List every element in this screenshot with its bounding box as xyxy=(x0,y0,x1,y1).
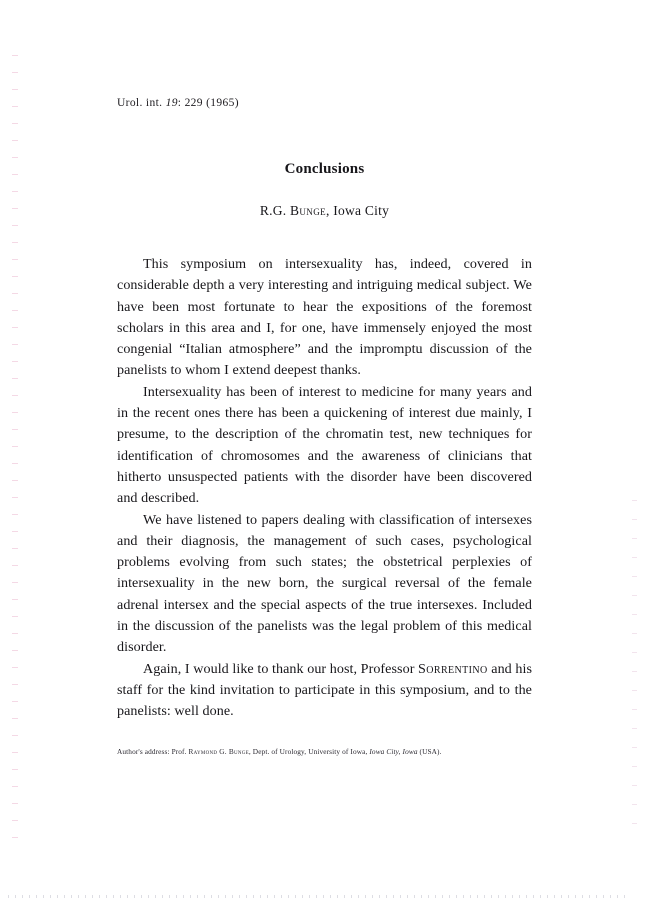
publication-year: (1965) xyxy=(206,97,239,109)
article-body xyxy=(117,254,532,723)
scan-noise-right-margin xyxy=(632,500,637,830)
volume-number: 19 xyxy=(165,97,178,109)
footnote-location: Iowa City, Iowa xyxy=(369,746,418,756)
footnote-title: Prof. xyxy=(171,746,187,756)
running-head-separator: : xyxy=(177,97,182,109)
author-surname: Bunge xyxy=(290,203,327,218)
page-content xyxy=(117,0,532,757)
scan-noise-left-margin xyxy=(12,55,18,845)
footnote-department: , Dept. of Urology, University of Iowa, xyxy=(248,746,370,756)
author-initials: R.G. xyxy=(259,203,287,218)
paragraph: This symposium on intersexuality has, indeed, covered in considerable depth a very interesting and intriguing medical subject. We have been most fortunate to hear the expositions of the foremost scholars in this area and I, for one, have immensely enjoyed the most congenial “Italian atmosphere” and the impromptu discussion of the panelists to whom I extend deepest thanks. xyxy=(117,256,532,379)
scan-noise-bottom-edge xyxy=(8,895,628,898)
paragraph: Again, I would like to thank our host, Professor Sorrentino and his staff for the kind invitation to participate in this symposium, and to the panelists: well done. xyxy=(117,660,533,720)
paragraph: We have listened to papers dealing with classification of intersexes and their diagnosis, the management of such cases, psychological problems evolving from such states; the obstetrical perplexies of intersexuality in the new born, the surgical reversal of the female adrenal intersex and the special aspects of the true intersexes. Included in the discussion of the panelists was the legal problem of this medical disorder. xyxy=(117,511,532,656)
author-address-footnote xyxy=(117,747,532,757)
journal-name: Urol. int. xyxy=(117,97,163,109)
footnote-author-name: Raymond G. Bunge xyxy=(188,746,249,756)
author-affiliation: Iowa City xyxy=(333,203,390,218)
inline-proper-name: Sorrentino xyxy=(418,660,488,677)
author-byline: R.G. Bunge, Iowa City xyxy=(259,203,390,218)
running-head xyxy=(117,97,532,109)
paragraph: Intersexuality has been of interest to medicine for many years and in the recent ones there has been a quickening of interest due mainly, I presume, to the description of the chromatin test, new techniques for identification of chromosomes and the awareness of clinicians that hitherto unsuspected patients with the disorder have been discovered and described. xyxy=(117,383,532,507)
page-number: 229 xyxy=(184,97,203,109)
footnote-label: Author's address: xyxy=(117,746,170,756)
page-title: Conclusions xyxy=(284,161,365,177)
footnote-country: (USA). xyxy=(417,746,442,756)
